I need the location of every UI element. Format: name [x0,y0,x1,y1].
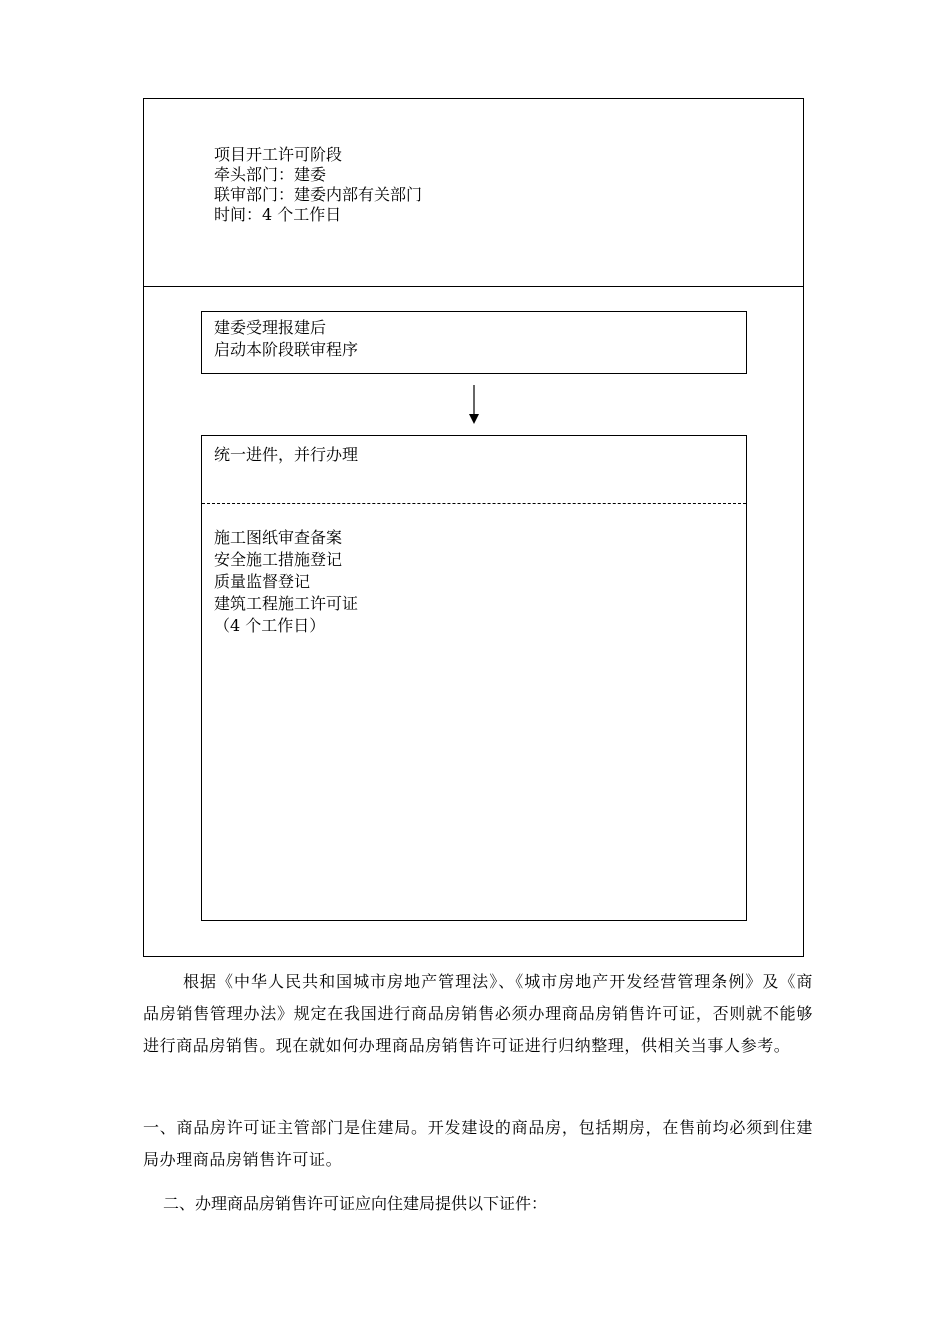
start-box-line1: 建委受理报建后 [214,318,327,337]
start-box-line2: 启动本阶段联审程序 [214,340,359,359]
stage-time: 时间：4 个工作日 [214,205,342,224]
joint-review-department: 联审部门：建委内部有关部门 [214,185,423,204]
process-items [214,527,358,637]
paragraph-section-one: 一、商品房许可证主管部门是住建局。开发建设的商品房，包括期房，在售前均必须到住建局办理商品房销售许可证。 [143,1118,813,1169]
paragraph-section-two: 二、办理商品房销售许可证应向住建局提供以下证件： [163,1194,548,1213]
paragraph-regulations: 根据《中华人民共和国城市房地产管理法》、《城市房地产开发经营管理条例》及《商品房销售管理办法》规定在我国进行商品房销售必须办理商品房销售许可证，否则就不能够进行商品房销售。现在就如何办理商品房销售许可证进行归纳整理，供相关当事人参考。 [143,972,813,1055]
stage-title: 项目开工许可阶段 [214,145,343,164]
stage-info [214,145,422,225]
process-item: 建筑工程施工许可证 [214,594,359,613]
lead-department: 牵头部门：建委 [214,165,327,184]
section-divider [144,286,803,287]
dashed-divider [202,503,746,504]
process-item: 安全施工措施登记 [214,550,343,569]
process-title: 统一进件，并行办理 [214,445,359,464]
process-item: 施工图纸审查备案 [214,528,343,547]
start-box [201,311,747,374]
flowchart-outer-box [143,98,804,957]
process-item: 质量监督登记 [214,572,311,591]
process-item: （4 个工作日） [214,616,326,635]
down-arrow-icon [467,385,481,425]
process-box [201,435,747,921]
